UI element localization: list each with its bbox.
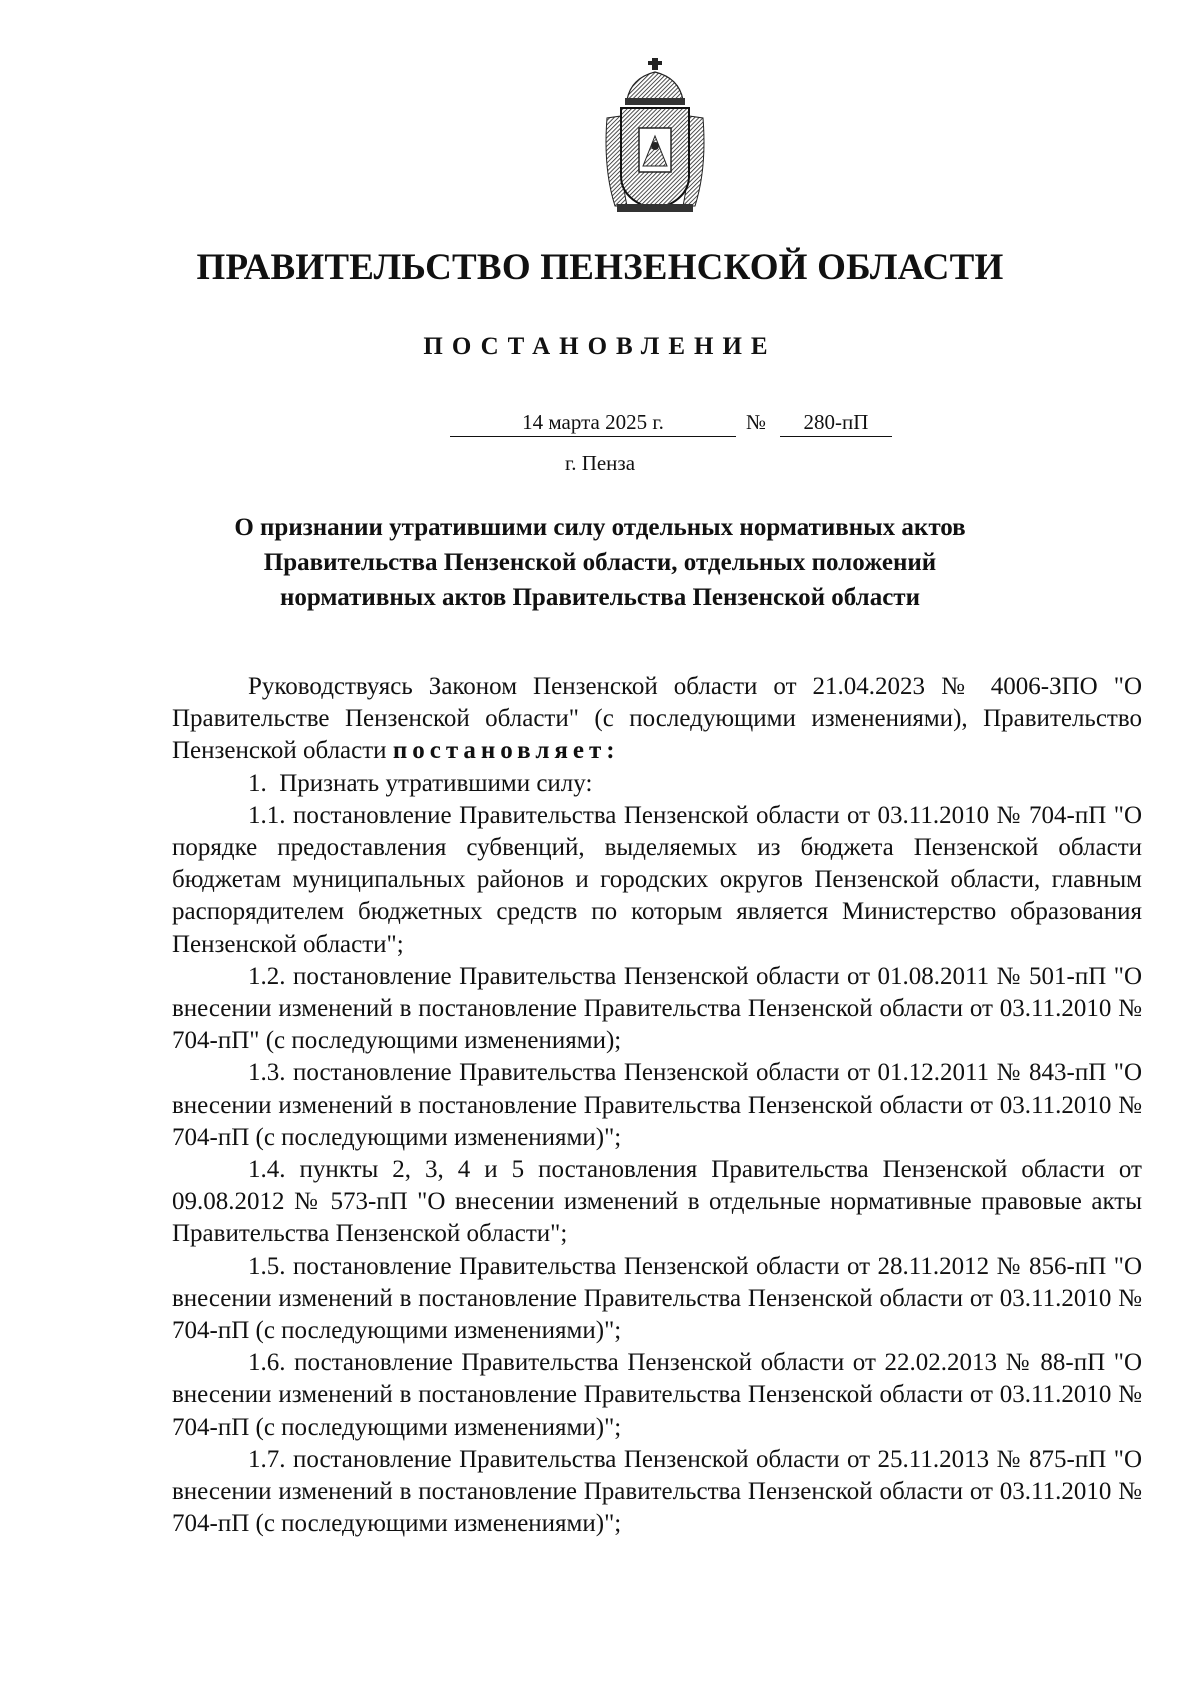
document-type: ПОСТАНОВЛЕНИЕ xyxy=(423,333,777,360)
item-1-5: 1.5. постановление Правительства Пензенской области от 28.11.2012 № 856-пП "О внесении изменений в постановление Правительства Пензенской области от 03.11.2010 № 704-пП (с последующими изменениями)"; xyxy=(172,1252,1142,1345)
item-1-1: 1.1. постановление Правительства Пензенской области от 03.11.2010 № 704-пП "О порядке предоставления субвенций, выделяемых из бюджета Пензенской области бюджетам муниципальных районов и городских округов Пензенской области, главным распорядителем бюджетных средств по которым является Министерство образования Пензенской области"; xyxy=(172,801,1142,958)
item-1: 1. Признать утратившими силу: xyxy=(248,769,593,797)
number-sign: № xyxy=(746,410,767,434)
document-date: 14 марта 2025 г. xyxy=(450,409,736,437)
item-1-7: 1.7. постановление Правительства Пензенской области от 25.11.2013 № 875-пП "О внесении изменений в постановление Правительства Пензенской области от 03.11.2010 № 704-пП (с последующими изменениями)"; xyxy=(172,1445,1142,1538)
date-number-line xyxy=(450,409,890,439)
title-line: нормативных актов Правительства Пензенской области xyxy=(280,584,920,611)
item-1-3: 1.3. постановление Правительства Пензенской области от 01.12.2011 № 843-пП "О внесении изменений в постановление Правительства Пензенской области от 03.11.2010 № 704-пП (с последующими изменениями)"; xyxy=(172,1059,1142,1151)
item-1-6: 1.6. постановление Правительства Пензенской области от 22.02.2013 № 88-пП "О внесении изменений в постановление Правительства Пензенской области от 03.11.2010 № 704-пП (с последующими изменениями)"; xyxy=(172,1349,1142,1441)
document-title xyxy=(180,510,1020,615)
item-1-2: 1.2. постановление Правительства Пензенской области от 01.08.2011 № 501-пП "О внесении изменений в постановление Правительства Пензенской области от 03.11.2010 № 704-пП" (с последующими изменениями); xyxy=(172,962,1142,1055)
coat-of-arms-emblem xyxy=(601,58,709,214)
organization-title: ПРАВИТЕЛЬСТВО ПЕНЗЕНСКОЙ ОБЛАСТИ xyxy=(196,247,1004,288)
preamble-text: Руководствуясь Законом Пензенской области от 21.04.2023 № 4006-ЗПО "О Правительстве Пензенской области" (с последующими изменениями), Правительство Пензенской области xyxy=(172,673,1142,765)
preamble-paragraph xyxy=(172,671,1142,768)
title-line: Правительства Пензенской области, отдельных положений xyxy=(263,549,937,576)
document-body xyxy=(172,671,1142,1540)
title-line: О признании утратившими силу отдельных нормативных актов xyxy=(234,514,966,541)
item-1-4: 1.4. пункты 2, 3, 4 и 5 постановления Правительства Пензенской области от 09.08.2012 № 573-пП "О внесении изменений в отдельные нормативные правовые акты Правительства Пензенской области"; xyxy=(172,1156,1142,1248)
document-number: 280-пП xyxy=(780,409,892,437)
preamble-verb: постановляет: xyxy=(392,737,620,765)
city: г. Пенза xyxy=(564,451,636,475)
